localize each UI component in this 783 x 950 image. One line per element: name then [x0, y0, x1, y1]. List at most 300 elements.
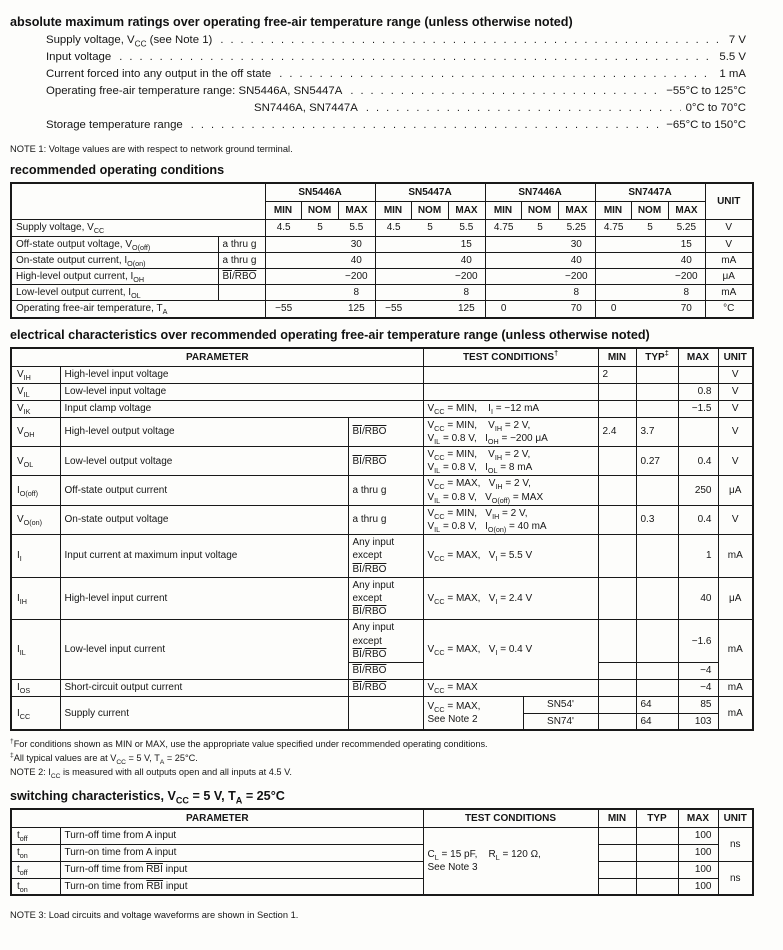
min-value [598, 476, 636, 505]
param-symbol: $I_{O(off)}$ [11, 476, 60, 505]
rating-label: Operating free-air temperature range: SN5446A, SN5447A [46, 85, 343, 97]
nom-value [302, 237, 338, 252]
unit-value: mA [705, 285, 753, 301]
nom-header: NOM [631, 202, 668, 220]
device-values [485, 301, 595, 318]
min-value [486, 269, 522, 284]
device-values [375, 252, 485, 268]
max-value: −1.6 [678, 620, 718, 663]
typ-value: 64 [636, 713, 678, 730]
max-value: 5.25 [566, 222, 587, 234]
max-value: 15 [680, 238, 692, 250]
unit-header: UNIT [718, 809, 753, 828]
table-row [11, 878, 753, 895]
table-header-row [11, 183, 753, 202]
note-3: NOTE 3: Load circuits and voltage waveforms are shown in Section 1. [10, 910, 299, 921]
unit-value: ns [718, 861, 753, 895]
param-name: Supply voltage, $V_{CC}$ [11, 220, 265, 236]
max-value: 5.25 [676, 222, 697, 234]
applies-line: Any input [352, 622, 395, 634]
max-value [678, 366, 718, 383]
param-description: On-state output voltage [60, 505, 348, 534]
max-value: 8 [683, 287, 690, 299]
min-header: MIN [485, 202, 521, 220]
table-row [11, 827, 753, 844]
min-header: MIN [598, 348, 636, 367]
applies-line: except $\overline{BI}/\overline{RBO}$ [352, 592, 387, 618]
max-value: −1.5 [678, 400, 718, 417]
nom-value [302, 269, 338, 284]
applies-to: $\overline{BI}/\overline{RBO}$ [348, 662, 423, 679]
table-row [11, 366, 753, 383]
min-value [598, 620, 636, 663]
typ-header: TYP [636, 809, 678, 828]
table-row [11, 844, 753, 861]
unit-value: mA [705, 252, 753, 268]
table-row [11, 476, 753, 505]
condition-line: See Note 3 [427, 862, 478, 874]
max-value: −4 [678, 679, 718, 696]
table-row [11, 679, 753, 696]
rating-row [46, 85, 746, 102]
min-value [598, 505, 636, 534]
note-1: NOTE 1: Voltage values are with respect to network ground terminal. [10, 144, 293, 154]
typ-value [636, 476, 678, 505]
max-value: 100 [678, 844, 718, 861]
typ-value [636, 577, 678, 620]
min-value [266, 285, 302, 300]
condition-line: $V_{CC}$ = MAX, $V_{IH} = 2$ V, [427, 478, 531, 492]
typ-value [636, 844, 678, 861]
max-value: −200 [565, 270, 588, 282]
table-header-row [11, 809, 753, 828]
table-row [11, 268, 753, 284]
param-description: Off-state output current [60, 476, 348, 505]
min-value [596, 237, 632, 252]
rating-label: Storage temperature range [46, 119, 183, 131]
min-value [266, 253, 302, 268]
condition-line: $C_L = 15$ pF, $R_L = 120$ Ω, [427, 849, 541, 863]
max-value: 125 [457, 303, 475, 315]
dot-leader [279, 68, 714, 80]
min-value [598, 861, 636, 878]
param-symbol: $V_{O(on)}$ [11, 505, 60, 534]
min-value [376, 253, 412, 268]
min-value [596, 253, 632, 268]
unit-value: μA [718, 476, 753, 505]
test-condition: $V_{CC}$ = MAX [423, 679, 598, 696]
dot-leader [366, 102, 681, 114]
param-symbol: $V_{IH}$ [11, 366, 60, 383]
elec-footnotes [10, 738, 783, 779]
applies-to: a thru g [348, 505, 423, 534]
max-value [678, 417, 718, 446]
table-row [11, 301, 753, 318]
max-value: 103 [678, 713, 718, 730]
switching-section [10, 789, 783, 921]
nom-value: 5 [647, 222, 653, 234]
device-values [265, 285, 375, 301]
max-value: 100 [678, 861, 718, 878]
min-value [266, 269, 302, 284]
max-value: −200 [345, 270, 368, 282]
unit-value: mA [718, 535, 753, 578]
min-value [598, 447, 636, 476]
min-value [598, 577, 636, 620]
max-value: 8 [573, 287, 580, 299]
device-family: SN74' [523, 713, 598, 730]
max-value: 40 [680, 254, 692, 266]
test-conditions-header: TEST CONDITIONS† [423, 348, 598, 367]
test-condition [423, 696, 523, 730]
table-row [11, 505, 753, 534]
min-value: −55 [385, 303, 403, 315]
applies-to [348, 620, 423, 663]
footnote-dagger: †For conditions shown as MIN or MAX, use the appropriate value specified under recommended operating conditions. [10, 738, 488, 750]
device-values [265, 220, 375, 236]
table-row [11, 696, 753, 713]
param-description: High-level input voltage [60, 366, 423, 383]
min-value [598, 383, 636, 400]
typ-value [636, 662, 678, 679]
device-values [485, 268, 595, 284]
device-values [595, 220, 705, 236]
param-name: On-state output current, $I_{O(on)}$ [11, 252, 218, 268]
param-symbol: $V_{IK}$ [11, 400, 60, 417]
param-description: High-level output voltage [60, 417, 348, 446]
note-2: NOTE 2: $I_{CC}$ is measured with all outputs open and all inputs at 4.5 V. [10, 766, 292, 780]
unit-value: mA [718, 696, 753, 730]
min-value [598, 713, 636, 730]
device-family: SN54' [523, 696, 598, 713]
section-title-absolute-maximum-ratings: absolute maximum ratings over operating free-air temperature range (unless otherwise noted) [10, 15, 573, 29]
applies-to [348, 696, 423, 730]
applies-to [218, 285, 265, 301]
dot-leader [350, 85, 661, 97]
applies-to: $\overline{BI}/\overline{RBO}$ [348, 417, 423, 446]
table-row [11, 417, 753, 446]
unit-header: UNIT [705, 183, 753, 220]
table-row [11, 236, 753, 252]
rating-label: SN7446A, SN7447A [254, 102, 358, 114]
nom-value: 5 [427, 222, 433, 234]
min-value: 4.5 [386, 222, 401, 234]
max-value: 100 [678, 827, 718, 844]
device-values [595, 301, 705, 318]
nom-value [632, 301, 668, 316]
param-description: Low-level input current [60, 620, 348, 680]
typ-value [636, 878, 678, 895]
typ-value [636, 383, 678, 400]
max-value: 125 [347, 303, 365, 315]
min-value: −55 [275, 303, 293, 315]
section-title-electrical-characteristics: electrical characteristics over recommended operating free-air temperature range (unless otherwise noted) [10, 327, 650, 342]
max-value: 15 [460, 238, 472, 250]
table-row [11, 447, 753, 476]
max-value: 0.4 [678, 447, 718, 476]
typ-value: 0.3 [636, 505, 678, 534]
param-description: Short-circuit output current [60, 679, 348, 696]
test-condition: $V_{CC}$ = MIN, $I_I = -12$ mA [423, 400, 598, 417]
param-description: Turn-on time from $\overline{RBI}$ input [60, 878, 423, 895]
param-description: Input current at maximum input voltage [60, 535, 348, 578]
nom-value [412, 237, 448, 252]
min-value [376, 269, 412, 284]
rating-row [46, 51, 746, 68]
unit-value: V [718, 400, 753, 417]
nom-value [412, 269, 448, 284]
rating-row [46, 34, 746, 51]
applies-line: Any input [352, 537, 395, 549]
typ-value: 0.27 [636, 447, 678, 476]
device-values [485, 236, 595, 252]
min-value [596, 285, 632, 300]
device-values [375, 301, 485, 318]
test-condition: $V_{CC}$ = MAX, $V_I = 2.4$ V [423, 577, 598, 620]
param-description: Turn-on time from A input [60, 844, 423, 861]
device-header: SN7446A [485, 183, 595, 202]
condition-line: $V_{CC}$ = MIN, $V_{IH} = 2$ V, [427, 507, 528, 521]
parameter-header: PARAMETER [11, 809, 423, 828]
condition-line: $V_{IL} = 0.8$ V, $V_{O(off)}$ = MAX [427, 491, 544, 505]
test-condition [423, 476, 598, 505]
rating-value: 5.5 V [719, 51, 746, 63]
max-value: 1 [678, 535, 718, 578]
max-value: 40 [570, 254, 582, 266]
unit-value: mA [718, 620, 753, 680]
nom-value [632, 237, 668, 252]
applies-to: a thru g [348, 476, 423, 505]
test-conditions-header: TEST CONDITIONS [423, 809, 598, 828]
param-name: High-level output current, $I_{OH}$ [11, 268, 218, 284]
nom-value: 5 [537, 222, 543, 234]
min-value [376, 237, 412, 252]
param-name: Operating free-air temperature, $T_A$ [11, 301, 265, 318]
max-value: −4 [678, 662, 718, 679]
max-header: MAX [678, 348, 718, 367]
nom-value [412, 253, 448, 268]
max-value: 100 [678, 878, 718, 895]
min-value: 2.4 [598, 417, 636, 446]
min-value: 2 [598, 366, 636, 383]
absolute-maximum-ratings-list [46, 34, 746, 136]
unit-value: V [718, 505, 753, 534]
rating-value: 1 mA [719, 68, 746, 80]
rating-value: −65°C to 150°C [666, 119, 746, 131]
nom-value [522, 285, 558, 300]
nom-value [632, 253, 668, 268]
typ-header: TYP‡ [636, 348, 678, 367]
nom-value [302, 301, 338, 316]
min-value [376, 285, 412, 300]
switching-characteristics-table [10, 808, 754, 897]
unit-value: mA [718, 679, 753, 696]
param-name: Off-state output voltage, $V_{O(off)}$ [11, 236, 218, 252]
device-values [375, 236, 485, 252]
param-symbol: $t_{on}$ [11, 878, 60, 895]
unit-value: V [718, 447, 753, 476]
nom-value [522, 237, 558, 252]
unit-value: μA [718, 577, 753, 620]
rating-row [46, 119, 746, 136]
max-value: 70 [570, 303, 582, 315]
param-symbol: $V_{OH}$ [11, 417, 60, 446]
nom-header: NOM [521, 202, 558, 220]
table-row [11, 535, 753, 578]
test-condition [423, 447, 598, 476]
max-value: 5.5 [349, 222, 364, 234]
condition-line: $V_{CC}$ = MIN, $V_{IH} = 2$ V, [427, 449, 531, 463]
electrical-characteristics-table [10, 347, 754, 732]
device-values [375, 268, 485, 284]
nom-value [522, 301, 558, 316]
dot-leader [119, 51, 714, 63]
min-value [598, 662, 636, 679]
min-value [598, 696, 636, 713]
nom-value: 5 [317, 222, 323, 234]
test-condition [423, 366, 598, 383]
table-row [11, 252, 753, 268]
device-values [595, 268, 705, 284]
min-value [598, 535, 636, 578]
param-symbol: $t_{on}$ [11, 844, 60, 861]
applies-to: $\overline{BI}/\overline{RBO}$ [218, 268, 265, 284]
device-values [265, 252, 375, 268]
condition-line: $V_{IL} = 0.8$ V, $I_{OH} = -200$ μA [427, 432, 548, 446]
max-value: 250 [678, 476, 718, 505]
table-row [11, 400, 753, 417]
unit-value: μA [705, 268, 753, 284]
recommended-operating-conditions-table [10, 182, 754, 319]
max-value: 0.8 [678, 383, 718, 400]
max-value: −200 [455, 270, 478, 282]
elec-char-section [10, 328, 783, 780]
max-value: 70 [680, 303, 692, 315]
max-value: 30 [350, 238, 362, 250]
applies-line: Any input [352, 579, 395, 591]
test-condition [423, 827, 598, 895]
max-value: 8 [353, 287, 360, 299]
min-value: 4.75 [603, 222, 624, 234]
table-header-row [11, 348, 753, 367]
section-title-switching-characteristics: switching characteristics, $V_{CC} = 5$ V, $T_A = 25^\circ C$ [10, 788, 285, 806]
max-header: MAX [448, 202, 485, 220]
min-value [486, 285, 522, 300]
rating-row [46, 102, 746, 119]
device-values [375, 285, 485, 301]
nom-value [412, 285, 448, 300]
param-symbol: $V_{OL}$ [11, 447, 60, 476]
max-value: −200 [675, 270, 698, 282]
rating-label: Input voltage [46, 51, 112, 63]
device-values [265, 268, 375, 284]
rating-row [46, 68, 746, 85]
condition-line: $V_{CC}$ = MIN, $V_{IH} = 2$ V, [427, 419, 531, 433]
section-title-recommended-operating-conditions: recommended operating conditions [10, 163, 225, 177]
typ-value [636, 400, 678, 417]
min-value: 4.75 [493, 222, 514, 234]
max-header: MAX [678, 809, 718, 828]
max-value: 8 [463, 287, 470, 299]
min-header: MIN [595, 202, 631, 220]
nom-header: NOM [411, 202, 448, 220]
device-values [485, 285, 595, 301]
max-value: 40 [350, 254, 362, 266]
min-value [486, 237, 522, 252]
typ-value [636, 679, 678, 696]
typ-value [636, 366, 678, 383]
param-description: Low-level input voltage [60, 383, 423, 400]
applies-to: a thru g [218, 236, 265, 252]
device-values [595, 252, 705, 268]
device-values [485, 220, 595, 236]
abs-max-section [10, 15, 783, 154]
applies-line: except $\overline{BI}/\overline{RBO}$ [352, 550, 387, 575]
nom-value [412, 301, 448, 316]
unit-value: V [718, 383, 753, 400]
nom-value [302, 253, 338, 268]
nom-value [632, 269, 668, 284]
test-condition [423, 417, 598, 446]
rating-value: −55°C to 125°C [666, 85, 746, 97]
table-row [11, 220, 753, 236]
rating-value: 7 V [728, 34, 746, 46]
param-name: Low-level output current, $I_{OL}$ [11, 285, 218, 301]
max-value: 40 [678, 577, 718, 620]
max-value: 85 [678, 696, 718, 713]
table-row [11, 861, 753, 878]
param-description: Low-level output voltage [60, 447, 348, 476]
unit-value: V [718, 366, 753, 383]
max-value: 0.4 [678, 505, 718, 534]
min-value [598, 827, 636, 844]
min-value: 0 [610, 303, 617, 315]
device-values [485, 252, 595, 268]
rating-label: Supply voltage, $V_{CC}$ (see Note 1) [46, 34, 213, 49]
param-symbol: $t_{off}$ [11, 827, 60, 844]
applies-to: a thru g [218, 252, 265, 268]
param-description: Turn-off time from $\overline{RBI}$ input [60, 861, 423, 878]
typ-value [636, 861, 678, 878]
unit-value: ns [718, 827, 753, 861]
footnote-double-dagger: ‡All typical values are at $V_{CC} = 5$ V, $T_A = 25^\circ C$. [10, 752, 198, 766]
rec-conditions-section [10, 163, 783, 319]
max-header: MAX [668, 202, 705, 220]
device-header: SN5446A [265, 183, 375, 202]
table-row [11, 577, 753, 620]
table-row [11, 383, 753, 400]
param-symbol: $I_{OS}$ [11, 679, 60, 696]
device-values [375, 220, 485, 236]
param-symbol: $V_{IL}$ [11, 383, 60, 400]
applies-to: $\overline{BI}/\overline{RBO}$ [348, 679, 423, 696]
param-symbol: $t_{off}$ [11, 861, 60, 878]
nom-value [522, 269, 558, 284]
test-condition: $V_{CC}$ = MAX, $V_I = 0.4$ V [423, 620, 598, 680]
min-value [598, 844, 636, 861]
applies-line: except $\overline{BI}/\overline{RBO}$ [352, 635, 387, 660]
param-symbol: $I_{IH}$ [11, 577, 60, 620]
unit-value: V [718, 417, 753, 446]
test-condition [423, 383, 598, 400]
unit-value: V [705, 220, 753, 236]
condition-line: See Note 2 [427, 714, 478, 726]
dot-leader [191, 119, 662, 131]
min-value [596, 269, 632, 284]
condition-line: $V_{CC}$ = MAX, [427, 700, 481, 714]
param-description: High-level input current [60, 577, 348, 620]
typ-value [636, 535, 678, 578]
